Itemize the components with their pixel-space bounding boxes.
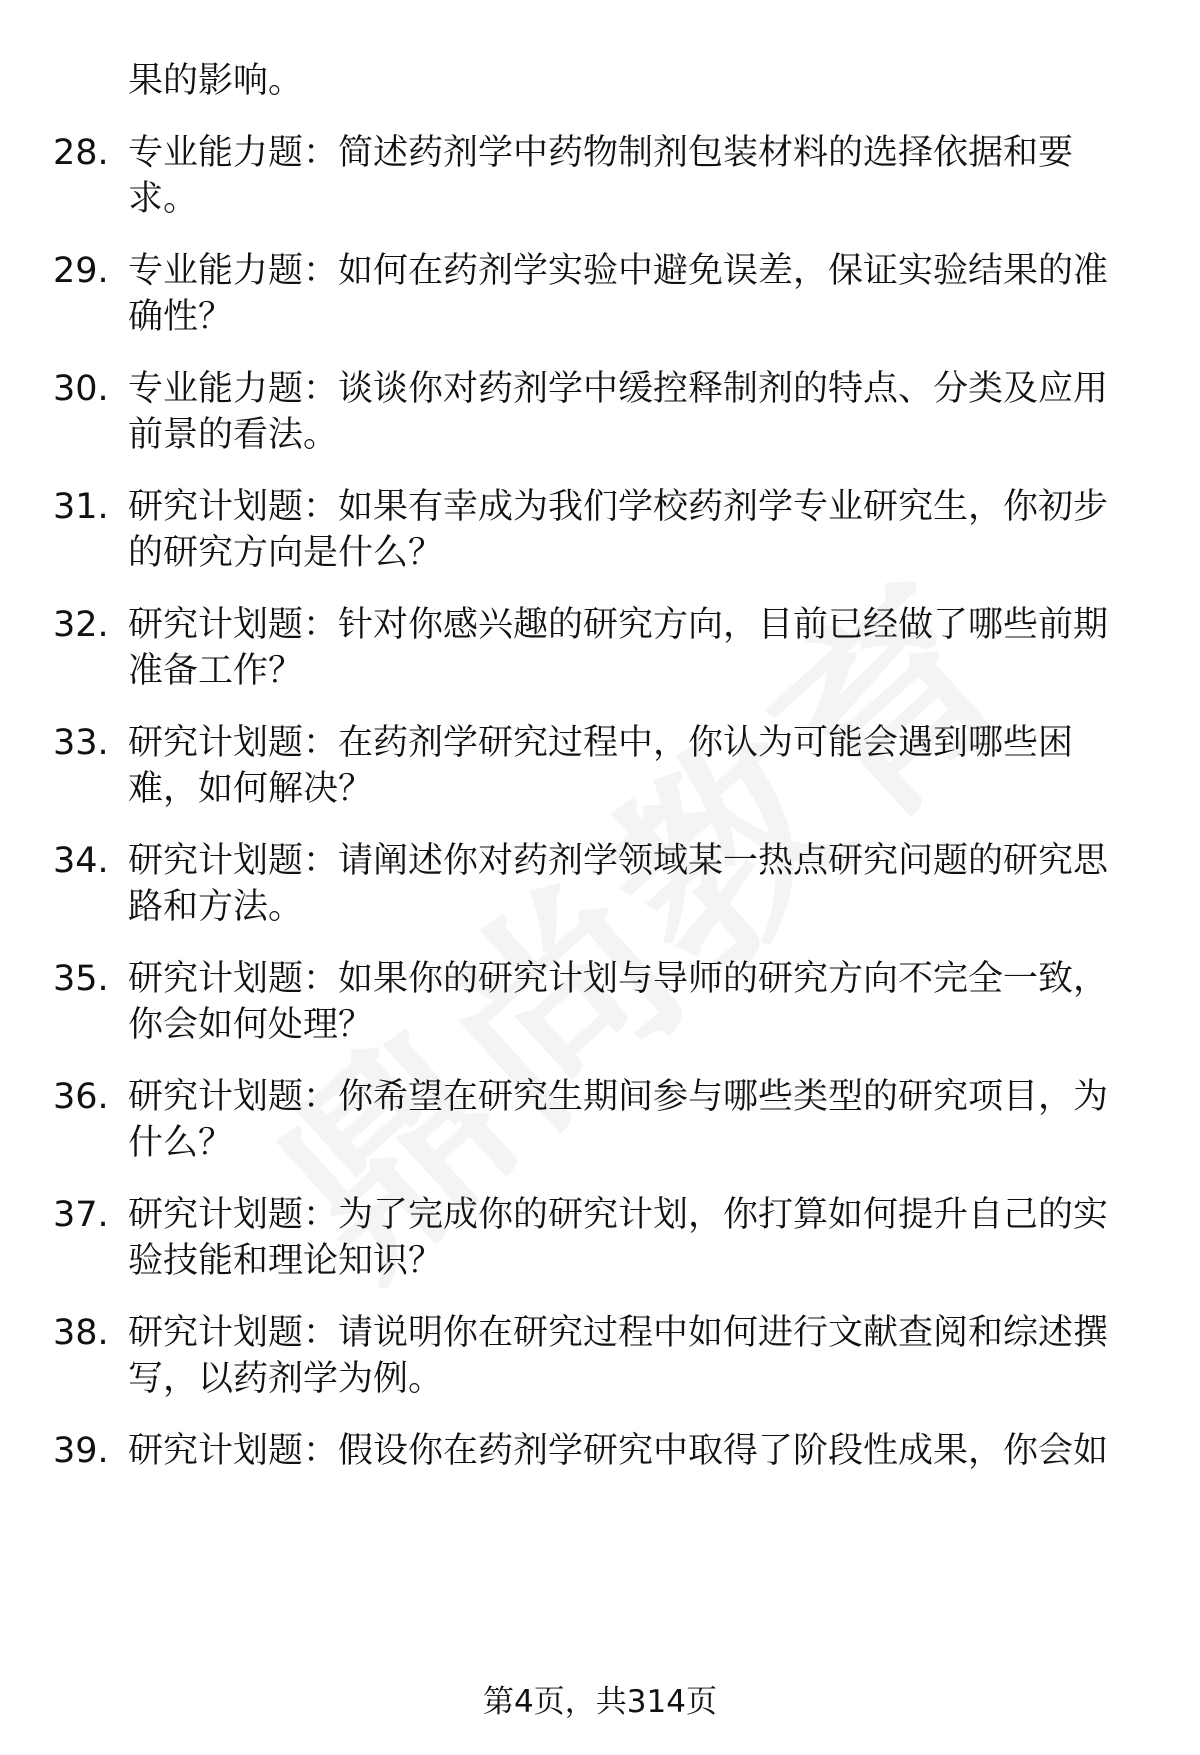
item-text [128,1074,1138,1166]
item-text [128,484,1138,576]
item-number: 36. [53,1077,109,1117]
continuation-text: 果的影响。 [128,61,304,101]
item-line: 研究计划题：针对你感兴趣的研究方向，目前已经做了哪些前期 [128,605,1109,645]
item-line: 验技能和理论知识？ [128,1241,444,1281]
item-line: 写，以药剂学为例。 [128,1359,444,1399]
item-line: 研究计划题：请阐述你对药剂学领域某一热点研究问题的研究思 [128,841,1109,881]
item-line: 什么？ [128,1123,234,1163]
item-text [128,1428,1138,1474]
item-text [128,838,1138,930]
page-footer: 第4页，共314页 [483,1684,717,1720]
item-line: 专业能力题：谈谈你对药剂学中缓控释制剂的特点、分类及应用 [128,369,1109,409]
item-text [128,1192,1138,1284]
item-number: 37. [53,1195,109,1235]
item-number: 34. [53,841,109,881]
item-text [128,720,1138,812]
item-number: 39. [53,1431,109,1471]
item-text [128,366,1138,458]
item-number: 33. [53,723,109,763]
item-line: 研究计划题：如果你的研究计划与导师的研究方向不完全一致， [128,959,1109,999]
item-line: 确性？ [128,297,234,337]
item-number: 38. [53,1313,109,1353]
item-line: 研究计划题：为了完成你的研究计划，你打算如何提升自己的实 [128,1195,1109,1235]
item-text [128,602,1138,694]
item-number: 28. [53,133,109,173]
item-line: 求。 [128,179,199,219]
item-line: 研究计划题：在药剂学研究过程中，你认为可能会遇到哪些困 [128,723,1074,763]
item-line: 专业能力题：简述药剂学中药物制剂包装材料的选择依据和要 [128,133,1074,173]
item-number: 29. [53,251,109,291]
item-line: 路和方法。 [128,887,304,927]
item-line: 研究计划题：请说明你在研究过程中如何进行文献查阅和综述撰 [128,1313,1109,1353]
item-line: 专业能力题：如何在药剂学实验中避免误差，保证实验结果的准 [128,251,1109,291]
item-line: 你会如何处理？ [128,1005,374,1045]
item-line: 前景的看法。 [128,415,339,455]
item-text [128,248,1138,340]
item-number: 30. [53,369,109,409]
item-number: 31. [53,487,109,527]
item-line: 研究计划题：如果有幸成为我们学校药剂学专业研究生，你初步 [128,487,1109,527]
item-number: 32. [53,605,109,645]
item-line: 研究计划题：假设你在药剂学研究中取得了阶段性成果，你会如 [128,1431,1109,1471]
item-line: 研究计划题：你希望在研究生期间参与哪些类型的研究项目，为 [128,1077,1109,1117]
item-text [128,1310,1138,1402]
item-line: 难，如何解决？ [128,769,374,809]
item-text [128,956,1138,1048]
item-number: 35. [53,959,109,999]
item-line: 的研究方向是什么？ [128,533,444,573]
item-text [128,130,1138,222]
item-line: 准备工作？ [128,651,304,691]
